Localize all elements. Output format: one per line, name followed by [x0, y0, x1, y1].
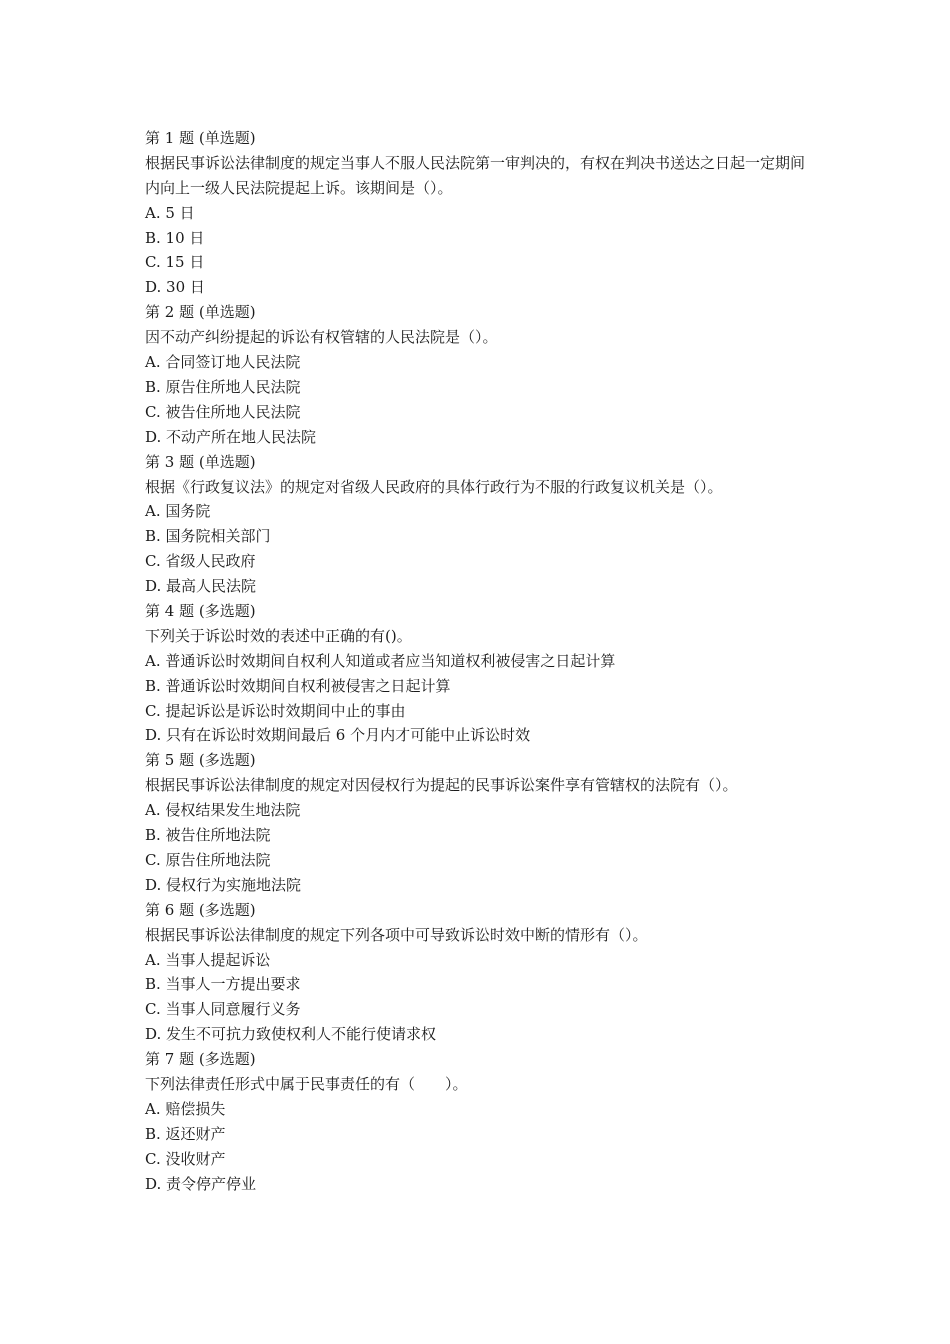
option-b: B. 普通诉讼时效期间自权利被侵害之日起计算 — [145, 676, 451, 695]
option-a: A. 侵权结果发生地法院 — [145, 801, 301, 820]
option-d: D. 最高人民法院 — [145, 577, 257, 596]
option-c: C. 提起诉讼是诉讼时效期间中止的事由 — [145, 701, 406, 720]
option-b: B. 被告住所地法院 — [145, 826, 271, 845]
option-c: C. 省级人民政府 — [145, 552, 256, 571]
option-b: B. 返还财产 — [145, 1124, 226, 1143]
question-stem: 下列法律责任形式中属于民事责任的有（ ）。 — [145, 1074, 468, 1093]
option-d: D. 发生不可抗力致使权利人不能行使请求权 — [145, 1025, 437, 1044]
option-c: C. 当事人同意履行义务 — [145, 1000, 301, 1019]
option-d: D. 30 日 — [145, 278, 205, 297]
option-c: C. 被告住所地人民法院 — [145, 402, 301, 421]
option-c: C. 15 日 — [145, 253, 205, 272]
option-a: A. 5 日 — [145, 203, 195, 222]
option-a: A. 合同签订地人民法院 — [145, 353, 301, 372]
question-stem: 下列关于诉讼时效的表述中正确的有()。 — [145, 626, 412, 645]
question-3 — [145, 450, 813, 599]
question-4 — [145, 599, 813, 748]
question-header: 第 1 题 (单选题) — [145, 129, 256, 147]
question-stem: 根据民事诉讼法律制度的规定对因侵权行为提起的民事诉讼案件享有管辖权的法院有（）。 — [145, 776, 738, 795]
question-stem: 根据民事诉讼法律制度的规定当事人不服人民法院第一审判决的，有权在判决书送达之日起一定期间内向上一级人民法院提起上诉。该期间是（）。 — [145, 153, 806, 197]
question-stem: 因不动产纠纷提起的诉讼有权管辖的人民法院是（）。 — [145, 328, 498, 347]
option-b: B. 原告住所地人民法院 — [145, 377, 301, 396]
question-6 — [145, 898, 813, 1047]
option-a: A. 普通诉讼时效期间自权利人知道或者应当知道权利被侵害之日起计算 — [145, 651, 616, 670]
option-d: D. 侵权行为实施地法院 — [145, 875, 302, 894]
question-header: 第 4 题 (多选题) — [145, 601, 256, 620]
question-5 — [145, 748, 813, 897]
question-2 — [145, 300, 813, 449]
option-b: B. 当事人一方提出要求 — [145, 975, 301, 994]
question-header: 第 3 题 (单选题) — [145, 452, 256, 471]
question-stem: 根据民事诉讼法律制度的规定下列各项中可导致诉讼时效中断的情形有（）。 — [145, 925, 648, 944]
option-a: A. 赔偿损失 — [145, 1099, 226, 1118]
document-page — [145, 126, 813, 1196]
option-d: D. 只有在诉讼时效期间最后 6 个月内才可能中止诉讼时效 — [145, 726, 531, 745]
question-header: 第 5 题 (多选题) — [145, 751, 256, 770]
question-stem: 根据《行政复议法》的规定对省级人民政府的具体行政行为不服的行政复议机关是（）。 — [145, 477, 723, 496]
question-7 — [145, 1047, 813, 1196]
option-c: C. 没收财产 — [145, 1149, 226, 1168]
option-c: C. 原告住所地法院 — [145, 850, 271, 869]
question-1 — [145, 126, 813, 300]
question-header: 第 6 题 (多选题) — [145, 900, 256, 919]
option-b: B. 10 日 — [145, 228, 205, 247]
option-b: B. 国务院相关部门 — [145, 527, 271, 546]
option-d: D. 不动产所在地人民法院 — [145, 427, 317, 446]
option-d: D. 责令停产停业 — [145, 1174, 257, 1193]
option-a: A. 当事人提起诉讼 — [145, 950, 271, 969]
question-header: 第 2 题 (单选题) — [145, 303, 256, 322]
option-a: A. 国务院 — [145, 502, 211, 521]
question-header: 第 7 题 (多选题) — [145, 1050, 256, 1069]
